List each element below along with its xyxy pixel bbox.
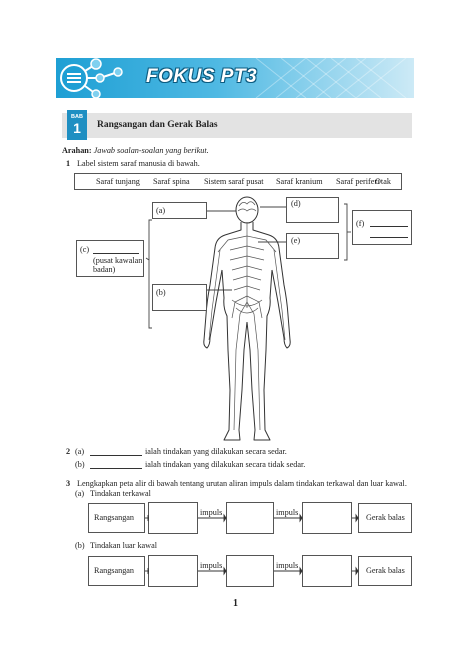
flow-a-end-label: Gerak balas [366,513,405,522]
page-number: 1 [233,598,238,609]
label-c: (c) [80,245,90,254]
q3b-title: Tindakan luar kawal [90,541,158,550]
network-logo-icon [56,54,136,104]
chapter-tab [67,110,87,140]
q1-text: Label sistem saraf manusia di bawah. [77,159,200,168]
q2a-blank[interactable] [90,455,142,456]
word-bank-item: Sistem saraf pusat [204,177,264,186]
chapter-number: 1 [73,120,81,136]
q2b-text: ialah tindakan yang dilakukan secara tidak sedar. [145,460,306,469]
flow-b-impuls2: impuls [276,561,299,570]
q2b-label: (b) [75,460,85,469]
flow-a-impuls1: impuls [200,508,223,517]
label-c-note1: (pusat kawalan [93,256,143,265]
flow-b-arrows [140,565,362,577]
instruction [62,147,209,155]
q3-text: Lengkapkan peta alir di bawah tentang urutan aliran impuls dalam tindakan terkawal dan luar kawal. [77,479,407,488]
word-bank-item: Saraf spina [153,177,190,186]
q2-number: 2 [66,447,71,456]
flow-a-start-label: Rangsangan [94,513,135,522]
word-bank-item: Otak [375,177,391,186]
label-e: (e) [291,236,301,245]
blank-line-f1[interactable] [370,226,408,227]
word-bank-item: Saraf tunjang [96,177,140,186]
label-a: (a) [156,206,166,215]
q3b-label: (b) [75,541,85,550]
flow-b-impuls1: impuls [200,561,223,570]
chapter-title: Rangsangan dan Gerak Balas [97,120,218,130]
label-b: (b) [156,288,166,297]
q3-number: 3 [66,479,71,488]
q2b-blank[interactable] [90,468,142,469]
blank-line-f2[interactable] [370,237,408,238]
word-bank-item: Saraf periferi [336,177,380,186]
banner-title: FOKUS PT3 [146,66,258,87]
flow-b-end-label: Gerak balas [366,566,405,575]
word-bank-item: Saraf kranium [276,177,323,186]
label-c-note2: badan) [93,265,116,274]
blank-line-c[interactable] [93,253,139,254]
q3a-title: Tindakan terkawal [90,489,151,498]
flow-b-start-label: Rangsangan [94,566,135,575]
label-d: (d) [291,199,301,208]
flow-a-arrows [140,512,362,524]
q3a-label: (a) [75,489,85,498]
q2a-text: ialah tindakan yang dilakukan secara sedar. [145,447,287,456]
bab-label: BAB [71,114,83,120]
q2a-label: (a) [75,447,85,456]
label-f: (f) [356,219,365,228]
q1-number: 1 [66,159,71,168]
instruction-label: Arahan: [62,146,92,155]
flow-a-impuls2: impuls [276,508,299,517]
instruction-text: Jawab soalan-soalan yang berikut. [93,146,209,155]
